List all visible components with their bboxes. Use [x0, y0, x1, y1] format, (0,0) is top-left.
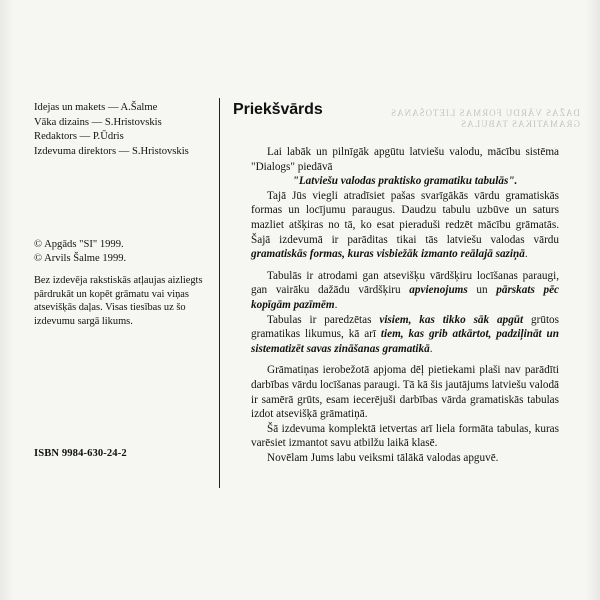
copyright-line: © Apgāds "SI" 1999.: [34, 239, 124, 250]
credit-line: Izdevuma direktors — S.Hristovskis: [34, 145, 189, 157]
paragraph: Grāmatiņas ierobežotā apjoma dēļ pietiekami plaši nav parādīti darbības vārdu locīšanas paraugi. Tā kā šis jautājums latviešu valodā ir samērā grūts, esam iecerējuši darbības vārda gramatiskās tabulas izdot atsevišķā grāmatiņā.: [251, 364, 559, 421]
isbn: ISBN 9984-630-24-2: [34, 448, 127, 459]
paragraph: Tabulās ir atrodami gan atsevišķu vārdšķiru locīšanas paraugi, gan vairāku dažādu vārdšķiru apvienojums un pārskats pēc kopīgām pazīmēm.: [251, 269, 560, 311]
credits-block: [34, 101, 216, 159]
paragraph-gap: [251, 262, 559, 269]
paragraph: Tabulas ir paredzētas visiem, kas tikko sāk apgūt grūtos gramatikas likumus, kā arī tiem, kas grib atkārtot, padziļināt un sistematizēt savas zināšanas gramatikā.: [251, 313, 560, 355]
credit-line: Idejas un makets — A.Šalme: [34, 102, 158, 113]
book-title-line: "Latviešu valodas praktisko gramatiku tabulās".: [292, 175, 518, 188]
paragraph: Tajā Jūs viegli atradīsiet pašas svarīgākās vārdu gramatiskās formas un locījumu paraugus. Daudzu tabulu uzbūve un saturs mazliet atšķiras no tā, ko esat pieraduši redzēt mācību grāmatās. Šajā izdevumā ir parāditas tikai tās latviešu valodas vārdu gramatiskās formas, kuras visbiežāk izmanto reālajā saziņā.: [251, 189, 559, 261]
paragraph: Novēlam Jums labu veiksmi tālākā valodas apguvē.: [267, 451, 499, 464]
column-divider: [219, 98, 220, 488]
copyright-line: © Arvils Šalme 1999.: [34, 253, 127, 264]
credit-line: Vāka dizains — S.Hristovskis: [34, 116, 162, 128]
paragraph: Šā izdevuma komplektā ietvertas arī liela formāta tabulas, kuras varēsiet izmantot savu atbilžu laikā klasē.: [251, 422, 559, 450]
foreword-text: [251, 145, 559, 465]
legal-notice: Bez izdevēja rakstiskās atļaujas aizliegts pārdrukāt un kopēt grāmatu vai viņas atsevišķās daļas. Visas tiesības uz šo izdevumu sargā likums.: [34, 275, 203, 327]
page-title: Priekšvārds: [233, 101, 323, 118]
copyright-block: [34, 238, 216, 266]
paragraph: Lai labāk un pilnīgāk apgūtu latviešu valodu, mācību sistēma "Dialogs" piedāvā: [251, 146, 559, 173]
credit-line: Redaktors — P.Ūdris: [34, 131, 124, 143]
bleed-through-text: DAŽAS VĀRDU FORMAS LIETOŠANAS GRAMATIKAS TABULAS: [390, 108, 580, 129]
paragraph-gap: [251, 356, 559, 363]
